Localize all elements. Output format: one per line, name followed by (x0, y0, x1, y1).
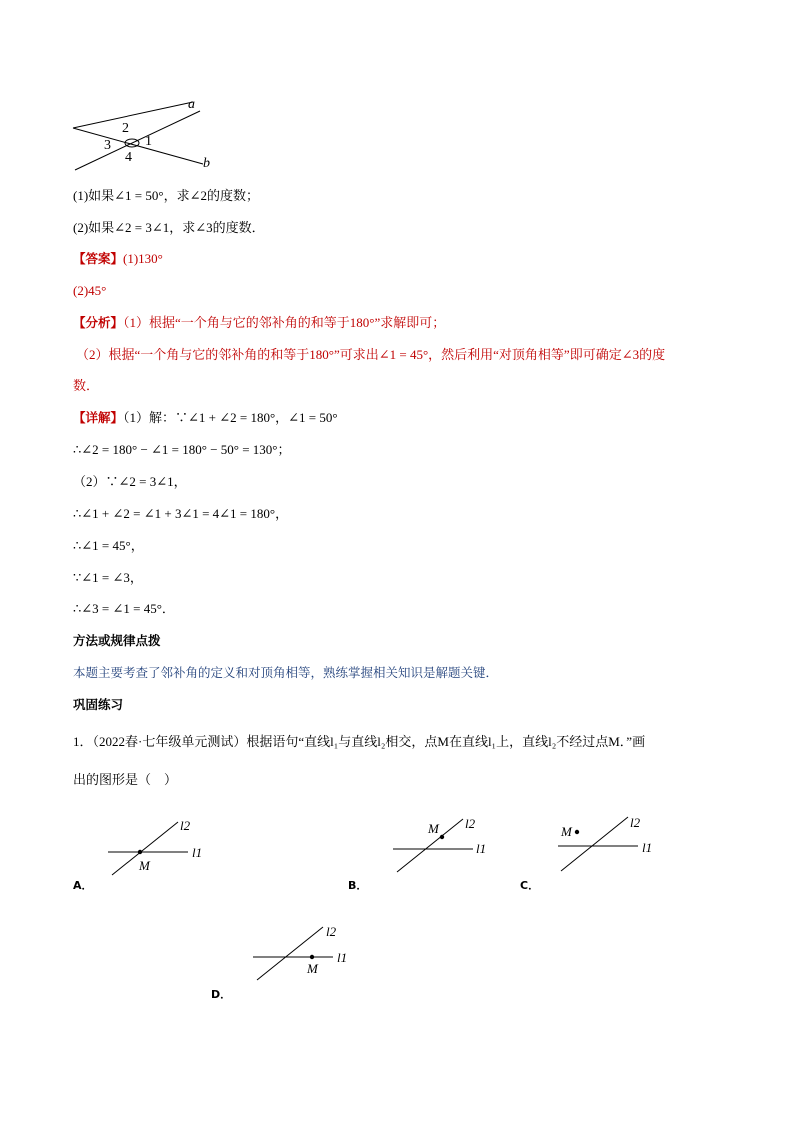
analysis-line-1 (73, 314, 445, 332)
detail-6: ∵∠1 = ∠3， (73, 570, 143, 585)
angle-label-4: 4 (125, 150, 132, 165)
detail-line-1 (73, 409, 338, 427)
label-b: b (203, 156, 210, 171)
option-c-figure (553, 812, 673, 877)
practice-question-line-1: 1．（2022春·七年级单元测试）根据语句“直线l₁与直线l₂相交，点M在直线l₁上，直线l₂不经过点M．”画 (73, 734, 646, 749)
answer-line-1 (73, 250, 163, 268)
analysis-3: 数． (73, 378, 100, 393)
option-c-l2: l2 (630, 815, 641, 830)
detail-2: ∴∠2 = 180° − ∠1 = 180° − 50° = 130°； (73, 442, 291, 457)
detail-7: ∴∠3 = ∠1 = 45°． (73, 601, 175, 616)
practice-title: 巩固练习 (73, 697, 124, 712)
option-a-l2: l2 (180, 818, 191, 833)
option-a-l1: l1 (192, 845, 203, 860)
answer-1: (1)130° (123, 251, 163, 266)
option-b-l1: l1 (476, 841, 487, 856)
option-d-letter[interactable]: D． (211, 988, 232, 1001)
option-c-l1: l1 (642, 840, 653, 855)
angle-label-1: 1 (145, 134, 152, 149)
answer-tag: 【答案】 (73, 251, 124, 266)
answer-2: (2)45° (73, 283, 107, 298)
option-d-figure (248, 922, 368, 987)
option-b-m: M (428, 821, 439, 836)
method-title: 方法或规律点拨 (73, 633, 161, 648)
option-a-m: M (139, 858, 150, 873)
option-a-letter[interactable]: A． (73, 879, 93, 892)
detail-1: （1）解：∵∠1 + ∠2 = 180°，∠1 = 50° (123, 410, 338, 425)
option-b-figure (385, 813, 505, 878)
option-c-m: M (561, 824, 572, 839)
option-d-l2: l2 (326, 924, 337, 939)
practice-question-line-2: 出的图形是（ ） (73, 772, 178, 787)
analysis-tag: 【分析】 (73, 315, 124, 330)
option-c-letter[interactable]: C． (520, 879, 540, 892)
detail-5: ∴∠1 = 45°， (73, 538, 144, 553)
detail-4: ∴∠1 + ∠2 = ∠1 + 3∠1 = 4∠1 = 180°， (73, 506, 289, 521)
option-d-m: M (307, 961, 318, 976)
option-b-letter[interactable]: B． (348, 879, 368, 892)
detail-3: （2）∵∠2 = 3∠1， (73, 474, 187, 489)
detail-tag: 【详解】 (73, 410, 124, 425)
option-a-figure (100, 815, 220, 880)
question-2: (2)如果∠2 = 3∠1，求∠3的度数． (73, 220, 265, 235)
angle-label-3: 3 (104, 138, 111, 153)
option-b-l2: l2 (465, 816, 476, 831)
label-a: a (188, 97, 195, 112)
analysis-2: （2）根据“一个角与它的邻补角的和等于180°”可求出∠1 = 45°，然后利用“对顶角相等”即可确定∠3的度 (76, 347, 666, 362)
method-text: 本题主要考查了邻补角的定义和对顶角相等，熟练掌握相关知识是解题关键． (73, 665, 499, 680)
intersecting-lines-figure (70, 95, 220, 175)
analysis-1: （1）根据“一个角与它的邻补角的和等于180°”求解即可； (123, 315, 446, 330)
option-d-l1: l1 (337, 950, 348, 965)
angle-label-2: 2 (122, 121, 129, 136)
question-1: (1)如果∠1 = 50°，求∠2的度数； (73, 188, 259, 203)
